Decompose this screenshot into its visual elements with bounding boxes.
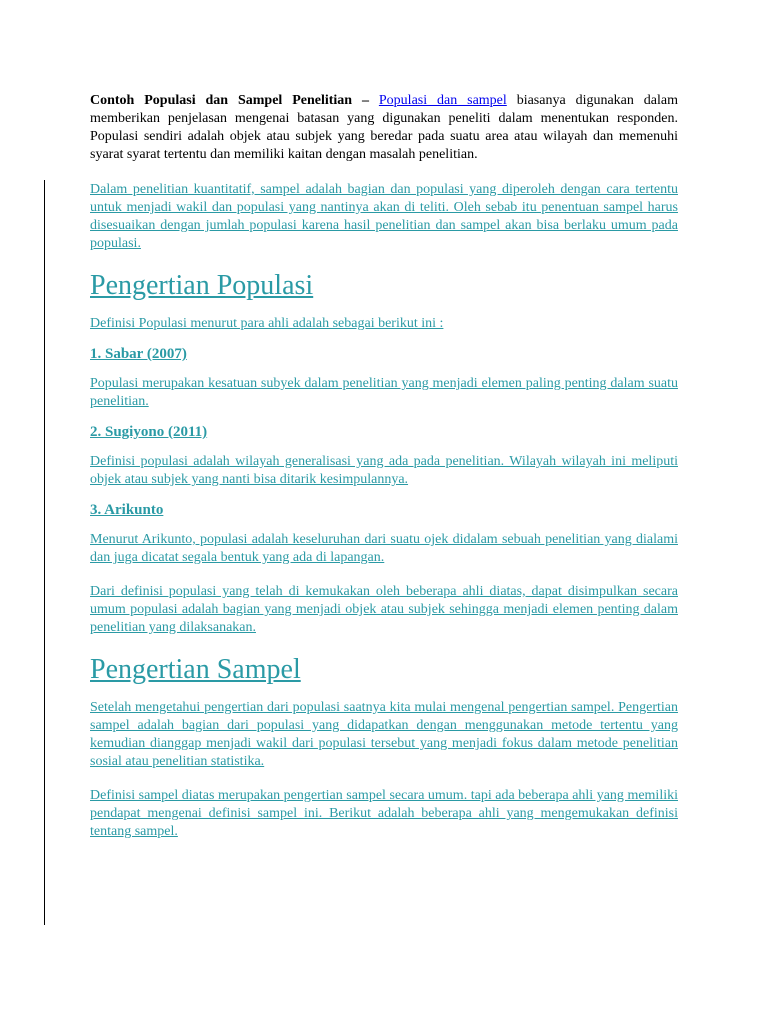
intro-lead: Contoh Populasi dan Sampel Penelitian – [90, 93, 369, 108]
quantitative-paragraph[interactable]: Dalam penelitian kuantitatif, sampel adalah bagian dan populasi yang diperoleh dengan cara tertentu untuk menjadi wakil dan populasi yang nantinya akan di teliti. Oleh sebab itu penentuan sampel harus disesuaikan dengan jumlah populasi karena hasil penelitian dan sampel akan bisa berlaku umum pada populasi. [90, 182, 678, 251]
populasi-sampel-link[interactable]: Populasi dan sampel [378, 93, 507, 108]
expert-heading-sugiyono[interactable]: 2. Sugiyono (2011) [90, 424, 208, 440]
intro-rest: biasanya digunakan dalam memberikan penjelasan mengenai batasan yang digunakan peneliti dalam menentukan responden. Populasi sendiri adalah objek atau subjek yang beredar pada suatu area atau wilayah dan memenuhi syarat syarat tertentu dan memiliki kaitan dengan masalah penelitian. [90, 93, 679, 162]
expert-text-sugiyono[interactable]: Definisi populasi adalah wilayah generalisasi yang ada pada penelitian. Wilayah wilayah ini meliputi objek atau subjek yang nanti bisa ditarik kesimpulannya. [90, 454, 678, 487]
populasi-conclusion[interactable]: Dari definisi populasi yang telah di kemukakan oleh beberapa ahli diatas, dapat disimpulkan secara umum populasi adalah bagian yang menjadi objek atau subjek sehingga menjadi elemen penting dalam penelitian yang dilaksanakan. [90, 584, 678, 635]
expert-heading-sabar[interactable]: 1. Sabar (2007) [90, 346, 187, 362]
sampel-heading[interactable]: Pengertian Sampel [90, 654, 301, 685]
expert-text-sabar[interactable]: Populasi merupakan kesatuan subyek dalam penelitian yang menjadi elemen paling penting dalam suatu penelitian. [90, 376, 678, 409]
populasi-heading[interactable]: Pengertian Populasi [90, 270, 314, 301]
document-page [90, 92, 678, 841]
sampel-paragraph-1[interactable]: Setelah mengetahui pengertian dari populasi saatnya kita mulai mengenal pengertian sampel. Pengertian sampel adalah bagian dari populasi yang didapatkan dengan menggunakan metode tertentu yang kemudian dianggap menjadi wakil dari populasi tersebut yang menjadi fokus dalam metode penelitian sosial atau penelitian statistika. [90, 700, 678, 769]
expert-text-arikunto[interactable]: Menurut Arikunto, populasi adalah keseluruhan dari suatu ojek didalam sebuah penelitian yang dialami dan juga dicatat segala bentuk yang ada di lapangan. [90, 532, 678, 565]
margin-rule [44, 180, 45, 925]
sampel-paragraph-2[interactable]: Definisi sampel diatas merupakan pengertian sampel secara umum. tapi ada beberapa ahli yang memiliki pendapat mengenai definisi sampel ini. Berikut adalah beberapa ahli yang mengemukakan definisi tentang sampel. [90, 788, 678, 839]
expert-heading-arikunto[interactable]: 3. Arikunto [90, 502, 164, 518]
intro-paragraph [90, 92, 678, 164]
populasi-definition-intro[interactable]: Definisi Populasi menurut para ahli adalah sebagai berikut ini : [90, 316, 444, 331]
